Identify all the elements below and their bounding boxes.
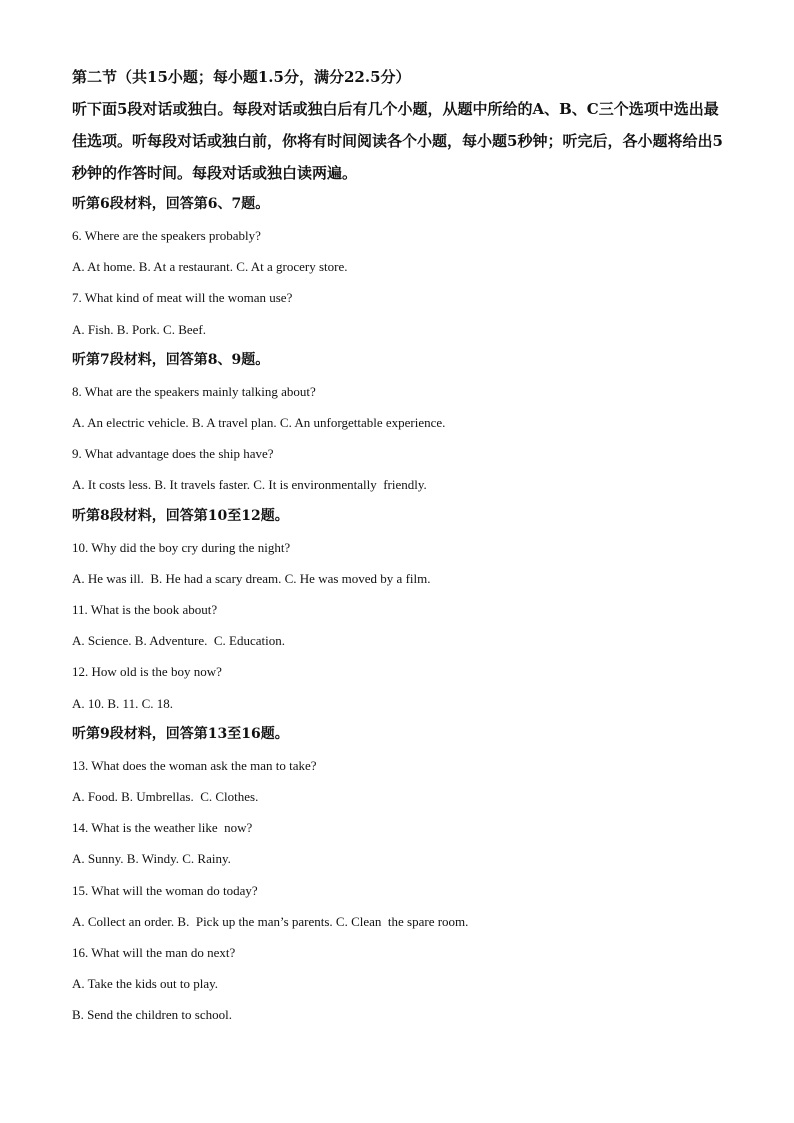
question-6: 6. Where are the speakers probably? (72, 228, 261, 243)
question-8: 8. What are the speakers mainly talking about? (72, 383, 316, 399)
options-11: A. Science. B. Adventure. C. Education. (72, 633, 286, 649)
options-7: A. Fish. B. Pork. C. Beef. (72, 321, 206, 337)
listening-section-6 (72, 189, 732, 345)
listening-section-8 (72, 501, 732, 719)
options-16-a: A. Take the kids out to play. (72, 976, 219, 992)
options-13: A. Food. B. Umbrellas. C. Clothes. (72, 789, 259, 805)
section-title: 听第6段材料，回答第6、7题。 (72, 196, 270, 212)
options-8: A. An electric vehicle. B. A travel plan. C. An unforgettable experience. (72, 415, 446, 431)
options-12: A. 10. B. 11. C. 18. (72, 695, 173, 711)
options-9: A. It costs less. B. It travels faster. C. It is environmentally friendly. (72, 477, 427, 493)
question-15: 15. What will the woman do today? (72, 882, 258, 898)
options-14: A. Sunny. B. Windy. C. Rainy. (72, 851, 231, 867)
options-10: A. He was ill. B. He had a scary dream. C. He was moved by a film. (72, 570, 431, 586)
question-11: 11. What is the book about? (72, 602, 218, 618)
section-title: 听第8段材料，回答第10至12题。 (72, 507, 289, 524)
listening-section-9 (72, 719, 732, 1031)
options-16-b: B. Send the children to school. (72, 1007, 232, 1023)
section-title: 听第7段材料，回答第8、9题。 (72, 351, 270, 368)
options-6: A. At home. B. At a restaurant. C. At a grocery store. (72, 259, 348, 275)
question-14: 14. What is the weather like now? (72, 820, 253, 836)
options-15: A. Collect an order. B. Pick up the man’s parents. C. Clean the spare room. (72, 913, 469, 929)
question-7: 7. What kind of meat will the woman use? (72, 290, 293, 306)
document-page (72, 62, 732, 1031)
question-16: 16. What will the man do next? (72, 945, 236, 961)
question-10: 10. Why did the boy cry during the night? (72, 539, 291, 555)
instructions-paragraph: 听下面5段对话或独白。每段对话或独白后有几个小题，从题中所给的A、B、C三个选项中选出最佳选项。听每段对话或独白前，你将有时间阅读各个小题，每小题5秒钟；听完后，各小题将给出5秒钟的作答时间。每段对话或独白读两遍。 (72, 100, 723, 182)
question-13: 13. What does the woman ask the man to take? (72, 757, 317, 773)
question-12: 12. How old is the boy now? (72, 664, 222, 680)
section-header: 第二节（共15小题；每小题1.5分，满分22.5分） (72, 68, 411, 86)
section-title: 听第9段材料，回答第13至16题。 (72, 725, 289, 742)
question-9: 9. What advantage does the ship have? (72, 446, 274, 462)
listening-section-7 (72, 345, 732, 501)
